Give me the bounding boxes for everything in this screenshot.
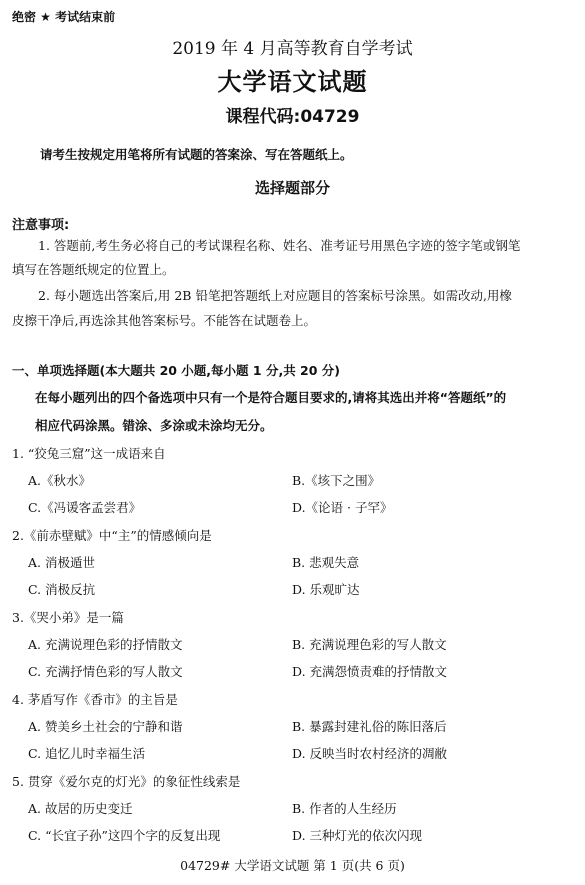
section-heading: 一、单项选择题(本大题共 20 小题,每小题 1 分,共 20 分) [12,363,341,378]
note-2-line-1: 2. 每小题选出答案后,用 2B 铅笔把答题纸上对应题目的答案标号涂黑。如需改动,用橡 [38,288,512,303]
option-b: B. 作者的人生经历 [292,801,397,816]
option-b: B. 充满说理色彩的写人散文 [292,637,447,652]
option-a: A. 赞美乡土社会的宁静和谐 [28,719,183,734]
note-2-line-2: 皮擦干净后,再选涂其他答案标号。不能答在试题卷上。 [12,313,316,328]
question-stem: 5. 贯穿《爱尔克的灯光》的象征性线索是 [12,774,241,789]
option-d: D. 反映当时农村经济的凋敝 [292,746,448,761]
question-stem: 3.《哭小弟》是一篇 [12,610,124,625]
option-c: C.《冯谖客孟尝君》 [28,500,142,515]
option-b: B. 悲观失意 [292,555,360,570]
answer-instruction: 请考生按规定用笔将所有试题的答案涂、写在答题纸上。 [40,147,353,162]
question-stem: 2.《前赤壁赋》中“主”的情感倾向是 [12,528,212,543]
page-footer: 04729# 大学语文试题 第 1 页(共 6 页) [180,858,405,873]
option-a: A. 消极遁世 [28,555,95,570]
question-stem: 4. 茅盾写作《香市》的主旨是 [12,692,178,707]
exam-line: 2019 年 4 月高等教育自学考试 [172,39,413,59]
notes-heading: 注意事项: [12,218,70,233]
option-c: C. 消极反抗 [28,582,96,597]
section-desc-line-1: 在每小题列出的四个备选项中只有一个是符合题目要求的,请将其选出并将“答题纸”的 [35,390,507,405]
section-desc-line-2: 相应代码涂黑。错涂、多涂或未涂均无分。 [35,418,273,433]
part-title: 选择题部分 [254,179,330,197]
note-1-line-2: 填写在答题纸规定的位置上。 [12,262,175,277]
option-c: C. “长宜子孙”这四个字的反复出现 [28,828,221,843]
option-d: D. 乐观旷达 [292,582,360,597]
option-b: B. 暴露封建礼俗的陈旧落后 [292,719,447,734]
option-c: C. 充满抒情色彩的写人散文 [28,664,183,679]
question-stem: 1. “狡兔三窟”这一成语来自 [12,446,166,461]
option-a: A. 故居的历史变迁 [28,801,133,816]
option-d: D. 充满怨愤责难的抒情散文 [292,664,448,679]
option-d: D. 三种灯光的依次闪现 [292,828,423,843]
option-d: D.《论语 · 子罕》 [292,500,393,515]
course-code: 课程代码:04729 [225,107,360,127]
secret-mark: 绝密 ★ 考试结束前 [12,10,116,24]
note-1-line-1: 1. 答题前,考生务必将自己的考试课程名称、姓名、准考证号用黑色字迹的签字笔或钢笔 [38,238,521,253]
page-title: 大学语文试题 [217,68,368,96]
option-b: B.《垓下之围》 [292,473,381,488]
option-a: A.《秋水》 [28,473,92,488]
option-a: A. 充满说理色彩的抒情散文 [28,637,183,652]
option-c: C. 追忆儿时幸福生活 [28,746,146,761]
